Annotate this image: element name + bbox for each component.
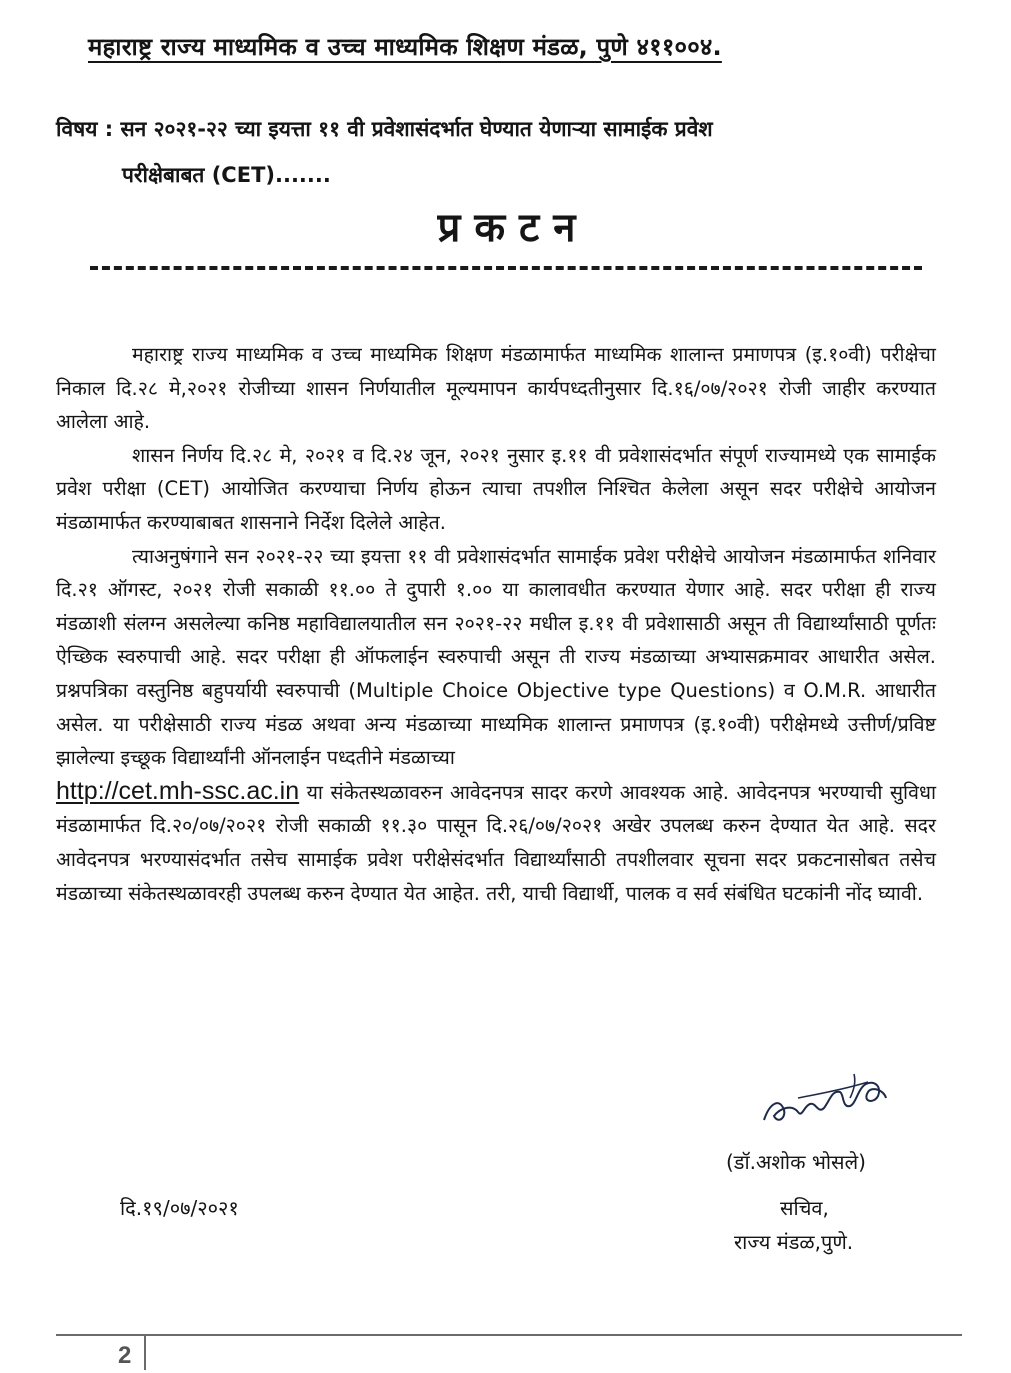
paragraph-exam-details xyxy=(56,540,936,911)
notice-body xyxy=(56,338,936,910)
notice-date: दि.१९/०७/२०२१ xyxy=(120,1196,239,1220)
signature-icon xyxy=(758,1068,894,1138)
signatory-office: राज्य मंडळ,पुणे. xyxy=(734,1230,854,1254)
subject-line-2: परीक्षेबाबत (CET)....... xyxy=(122,163,331,187)
footer-rule xyxy=(56,1334,962,1336)
page-number-divider xyxy=(144,1336,146,1370)
board-title: महाराष्ट्र राज्य माध्यमिक व उच्च माध्यमिक शिक्षण मंडळ, पुणे ४११००४. xyxy=(88,33,722,61)
cet-website-link[interactable]: http://cet.mh-ssc.ac.in xyxy=(56,776,300,805)
application-details-text: या संकेतस्थळावरुन आवेदनपत्र सादर करणे आवश्यक आहे. आवेदनपत्र भरण्याची सुविधा मंडळामार्फत दि.२०/०७/२०२१ रोजी सकाळी ११.३० पासून दि.२६/०७/२०२१ अखेर उपलब्ध करुन देण्यात येत आहे. सदर आवेदनपत्र भरण्यासंदर्भात तसेच सामाईक प्रवेश परीक्षेसंदर्भात विद्यार्थ्यांसाठी तपशीलवार सूचना सदर प्रकटनासोबत तसेच मंडळाच्या संकेतस्थळावरही उपलब्ध करुन देण्यात येत आहेत. तरी, याची विद्यार्थी, पालक व सर्व संबंधित घटकांनी नोंद घ्यावी. xyxy=(56,780,936,905)
exam-details-text: त्याअनुषंगाने सन २०२१-२२ च्या इयत्ता ११ वी प्रवेशासंदर्भात सामाईक प्रवेश परीक्षेचे आयोजन मंडळामार्फत शनिवार दि.२१ ऑगस्ट, २०२१ रोजी सकाळी ११.०० ते दुपारी १.०० या कालावधीत करण्यात येणार आहे. सदर परीक्षा ही राज्य मंडळाशी संलग्न असलेल्या कनिष्ठ महाविद्यालयातील सन २०२१-२२ मधील इ.११ वी प्रवेशासाठी असून ती विद्यार्थ्यांसाठी पूर्णतः ऐच्छिक स्वरुपाची आहे. सदर परीक्षा ही ऑफलाईन स्वरुपाची असून ती राज्य मंडळाच्या अभ्यासक्रमावर आधारीत असेल. प्रश्नपत्रिका वस्तुनिष्ठ बहुपर्यायी स्वरुपाची (Multiple Choice Objective type Questions) व O.M.R. आधारीत असेल. या परीक्षेसाठी राज्य मंडळ अथवा अन्य मंडळाच्या माध्यमिक शालान्त प्रमाणपत्र (इ.१०वी) परीक्षेमध्ये उत्तीर्ण/प्रविष्ट झालेल्या इच्छूक विद्यार्थ्यांनी ऑनलाईन पध्दतीने मंडळाच्या xyxy=(56,544,936,770)
paragraph-result-declaration: महाराष्ट्र राज्य माध्यमिक व उच्च माध्यमिक शिक्षण मंडळामार्फत माध्यमिक शालान्त प्रमाणपत्र (इ.१०वी) परीक्षेचा निकाल दि.२८ मे,२०२१ रोजीच्या शासन निर्णयातील मूल्यमापन कार्यपध्दतीनुसार दि.१६/०७/२०२१ रोजी जाहीर करण्यात आलेला आहे. xyxy=(56,343,936,434)
page-number: 2 xyxy=(118,1342,132,1369)
signatory-name: (डॉ.अशोक भोसले) xyxy=(726,1150,866,1174)
notice-heading: प्रकटन xyxy=(437,205,590,251)
signatory-designation: सचिव, xyxy=(780,1196,829,1220)
subject-line-1: विषय : सन २०२१-२२ च्या इयत्ता ११ वी प्रवेशासंदर्भात घेण्यात येणाऱ्या सामाईक प्रवेश xyxy=(56,117,713,141)
subject-block xyxy=(56,106,936,198)
heading-dashed-rule xyxy=(90,266,922,270)
paragraph-government-decision: शासन निर्णय दि.२८ मे, २०२१ व दि.२४ जून, २०२१ नुसार इ.११ वी प्रवेशासंदर्भात संपूर्ण राज्यामध्ये एक सामाईक प्रवेश परीक्षा (CET) आयोजित करण्याचा निर्णय होऊन त्याचा तपशील निश्चित केलेला असून सदर परीक्षेचे आयोजन मंडळामार्फत करण्याबाबत शासनाने निर्देश दिलेले आहेत. xyxy=(56,443,936,534)
